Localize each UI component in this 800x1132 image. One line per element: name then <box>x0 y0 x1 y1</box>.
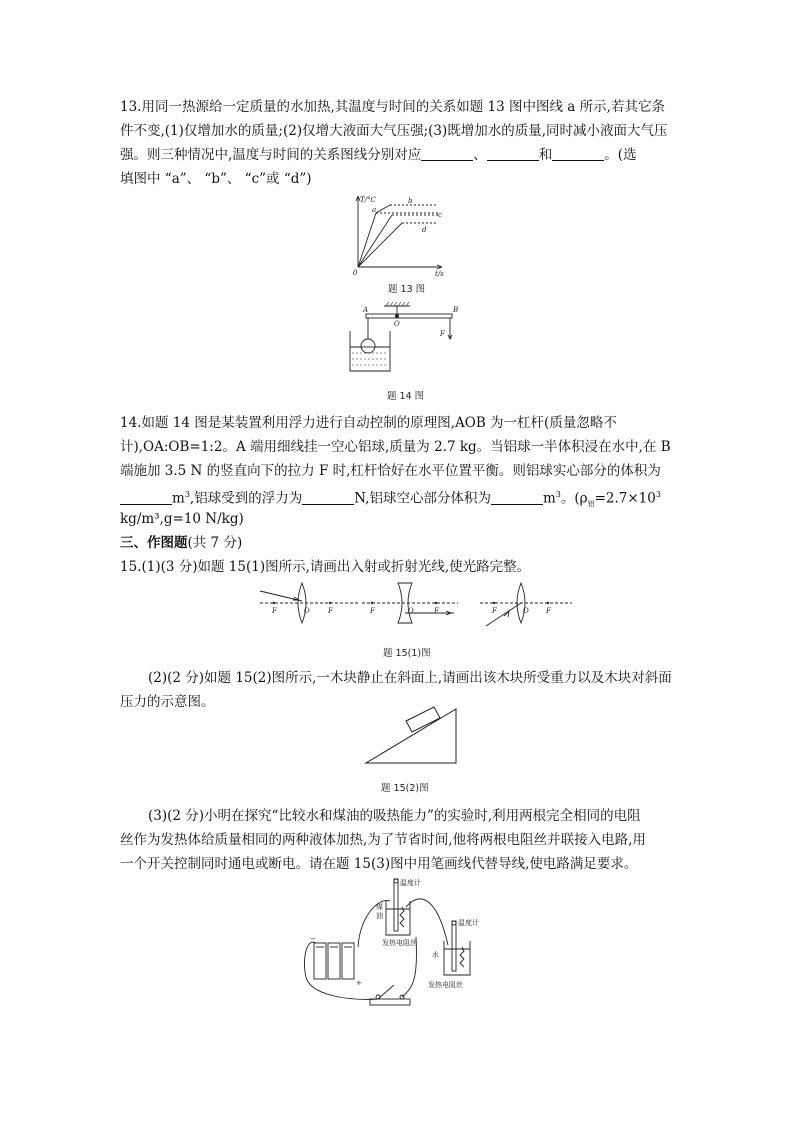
q14-line4-mid: ,铝球受到的浮力为 <box>189 490 303 507</box>
q15-2-line1: (2)(2 分)如题 15(2)图所示,一木块静止在斜面上,请画出该木块所受重力以及木块对斜面 <box>148 670 672 686</box>
thermometer-label: 温度计 <box>458 919 479 927</box>
answer-blank[interactable] <box>487 146 539 161</box>
q14-line3: 端施加 3.5 N 的竖直向下的拉力 F 时,杠杆恰好在水平位置平衡。则铝球实心部分的体积为 <box>120 463 661 479</box>
y-axis-label: T/°C <box>360 196 376 204</box>
q15-3-line1: (3)(2 分)小明在探究“比较水和煤油的吸热能力”的实验时,利用两根完全相同的电阻 <box>148 808 641 824</box>
section-note: (共 7 分) <box>187 535 243 551</box>
focus-label: F <box>272 607 277 615</box>
q15-3-line2: 丝作为发热体给质量相同的两种液体加热,为了节省时间,他将两根电阻丝并联接入电路,用 <box>120 832 646 848</box>
heater-label: 发热电阻丝 <box>382 939 417 947</box>
answer-blank[interactable] <box>302 490 354 505</box>
q13-line3 <box>120 145 637 165</box>
q13-graph <box>350 193 450 278</box>
label-a: A <box>363 306 369 314</box>
section-header <box>120 533 242 553</box>
unit-text: m <box>172 490 185 507</box>
q13-line2: 件不变,(1)仅增加水的质量;(2)仅增大液面大气压强;(3)既增加水的质量,同时减小液面大气压 <box>120 123 668 139</box>
q15-2-line2: 压力的示意图。 <box>120 694 215 710</box>
answer-blank[interactable] <box>120 490 172 505</box>
figure-caption: 题 15(1)图 <box>383 648 431 659</box>
kerosene-label: 油 <box>376 912 383 920</box>
label-b: B <box>453 306 459 314</box>
answer-blank[interactable] <box>491 490 543 505</box>
focus-label: F <box>492 607 497 615</box>
q14-lever-figure <box>338 301 463 376</box>
figure-caption: 题 15(2)图 <box>381 783 429 794</box>
label-o: O <box>394 320 400 328</box>
q15-3-circuit-figure <box>298 877 498 1017</box>
density-subscript: 铝 <box>587 500 595 509</box>
focus-label: F <box>434 607 439 615</box>
separator: 和 <box>538 147 553 163</box>
q15-3-line3: 一个开关控制同时通电或断电。请在题 15(3)图中用笔画线代替导线,使电路满足要求。 <box>120 856 638 872</box>
focus-label: F <box>328 607 333 615</box>
focus-label: F <box>546 607 551 615</box>
thermometer-label: 温度计 <box>400 879 421 887</box>
q15-2-incline-figure <box>360 705 470 765</box>
label-f: F <box>440 330 445 338</box>
q14-line1: 14.如题 14 图是某装置利用浮力进行自动控制的原理图,AOB 为一杠杆(质量忽略不 <box>120 415 617 431</box>
origin-label: O <box>523 607 529 615</box>
kerosene-label: 煤 <box>376 903 383 911</box>
curve-label-c: c <box>438 211 442 219</box>
q13-line1: 13.用同一热源给一定质量的水加热,其温度与时间的关系如题 13 图中图线 a 所示,若其它条 <box>120 99 665 115</box>
curve-label-d: d <box>422 226 427 234</box>
section-title: 三、作图题 <box>120 535 188 551</box>
curve-label-b: b <box>408 197 413 205</box>
battery-minus-label: − <box>310 935 316 943</box>
unit-text: m <box>542 490 556 507</box>
q13-line4: 填图中 “a”、 “b”、 “c”或 “d”) <box>120 171 312 187</box>
q14-line2: 计),OA:OB=1:2。A 端用细线挂一空心铝球,质量为 2.7 kg。当铝球一半体积浸在水中,在 B <box>120 439 671 455</box>
heater-label: 发热电阻丝 <box>428 981 463 989</box>
q15-1-lens-figure <box>258 581 574 629</box>
figure-caption: 题 14 图 <box>387 391 425 402</box>
density-exponent: 3 <box>655 490 661 499</box>
figure-caption: 题 13 图 <box>388 284 426 295</box>
density-value: =2.7×10 <box>594 490 656 507</box>
water-label: 水 <box>432 951 439 959</box>
answer-blank[interactable] <box>552 146 604 161</box>
q14-line4-post: 。(ρ <box>560 490 588 507</box>
x-axis-label: t/s <box>435 270 444 278</box>
separator: 、 <box>473 147 487 163</box>
origin-label: 0 <box>353 269 358 277</box>
q14-line5: kg/m³,g=10 N/kg) <box>120 511 244 527</box>
answer-blank[interactable] <box>421 146 473 161</box>
unit-text: N,铝球空心部分体积为 <box>354 490 491 507</box>
origin-label: O <box>408 607 414 615</box>
focus-label: F <box>370 607 375 615</box>
q14-line4: $m^3$,铝球受到的浮力为 N,铝球空心部分体积为 $m^3$。($\rho_铝=2.7\times 10^3$ <box>120 485 661 514</box>
q15-1-text: 15.(1)(3 分)如题 15(1)图所示,请画出入射或折射光线,使光路完整。 <box>120 559 531 575</box>
q13-line3-end: 。(选 <box>604 147 637 163</box>
curve-label-a: a <box>372 206 377 214</box>
origin-label: O <box>304 607 310 615</box>
q13-line3-text: 强。则三种情况中,温度与时间的关系图线分别对应 <box>120 147 422 163</box>
battery-plus-label: + <box>356 979 362 987</box>
